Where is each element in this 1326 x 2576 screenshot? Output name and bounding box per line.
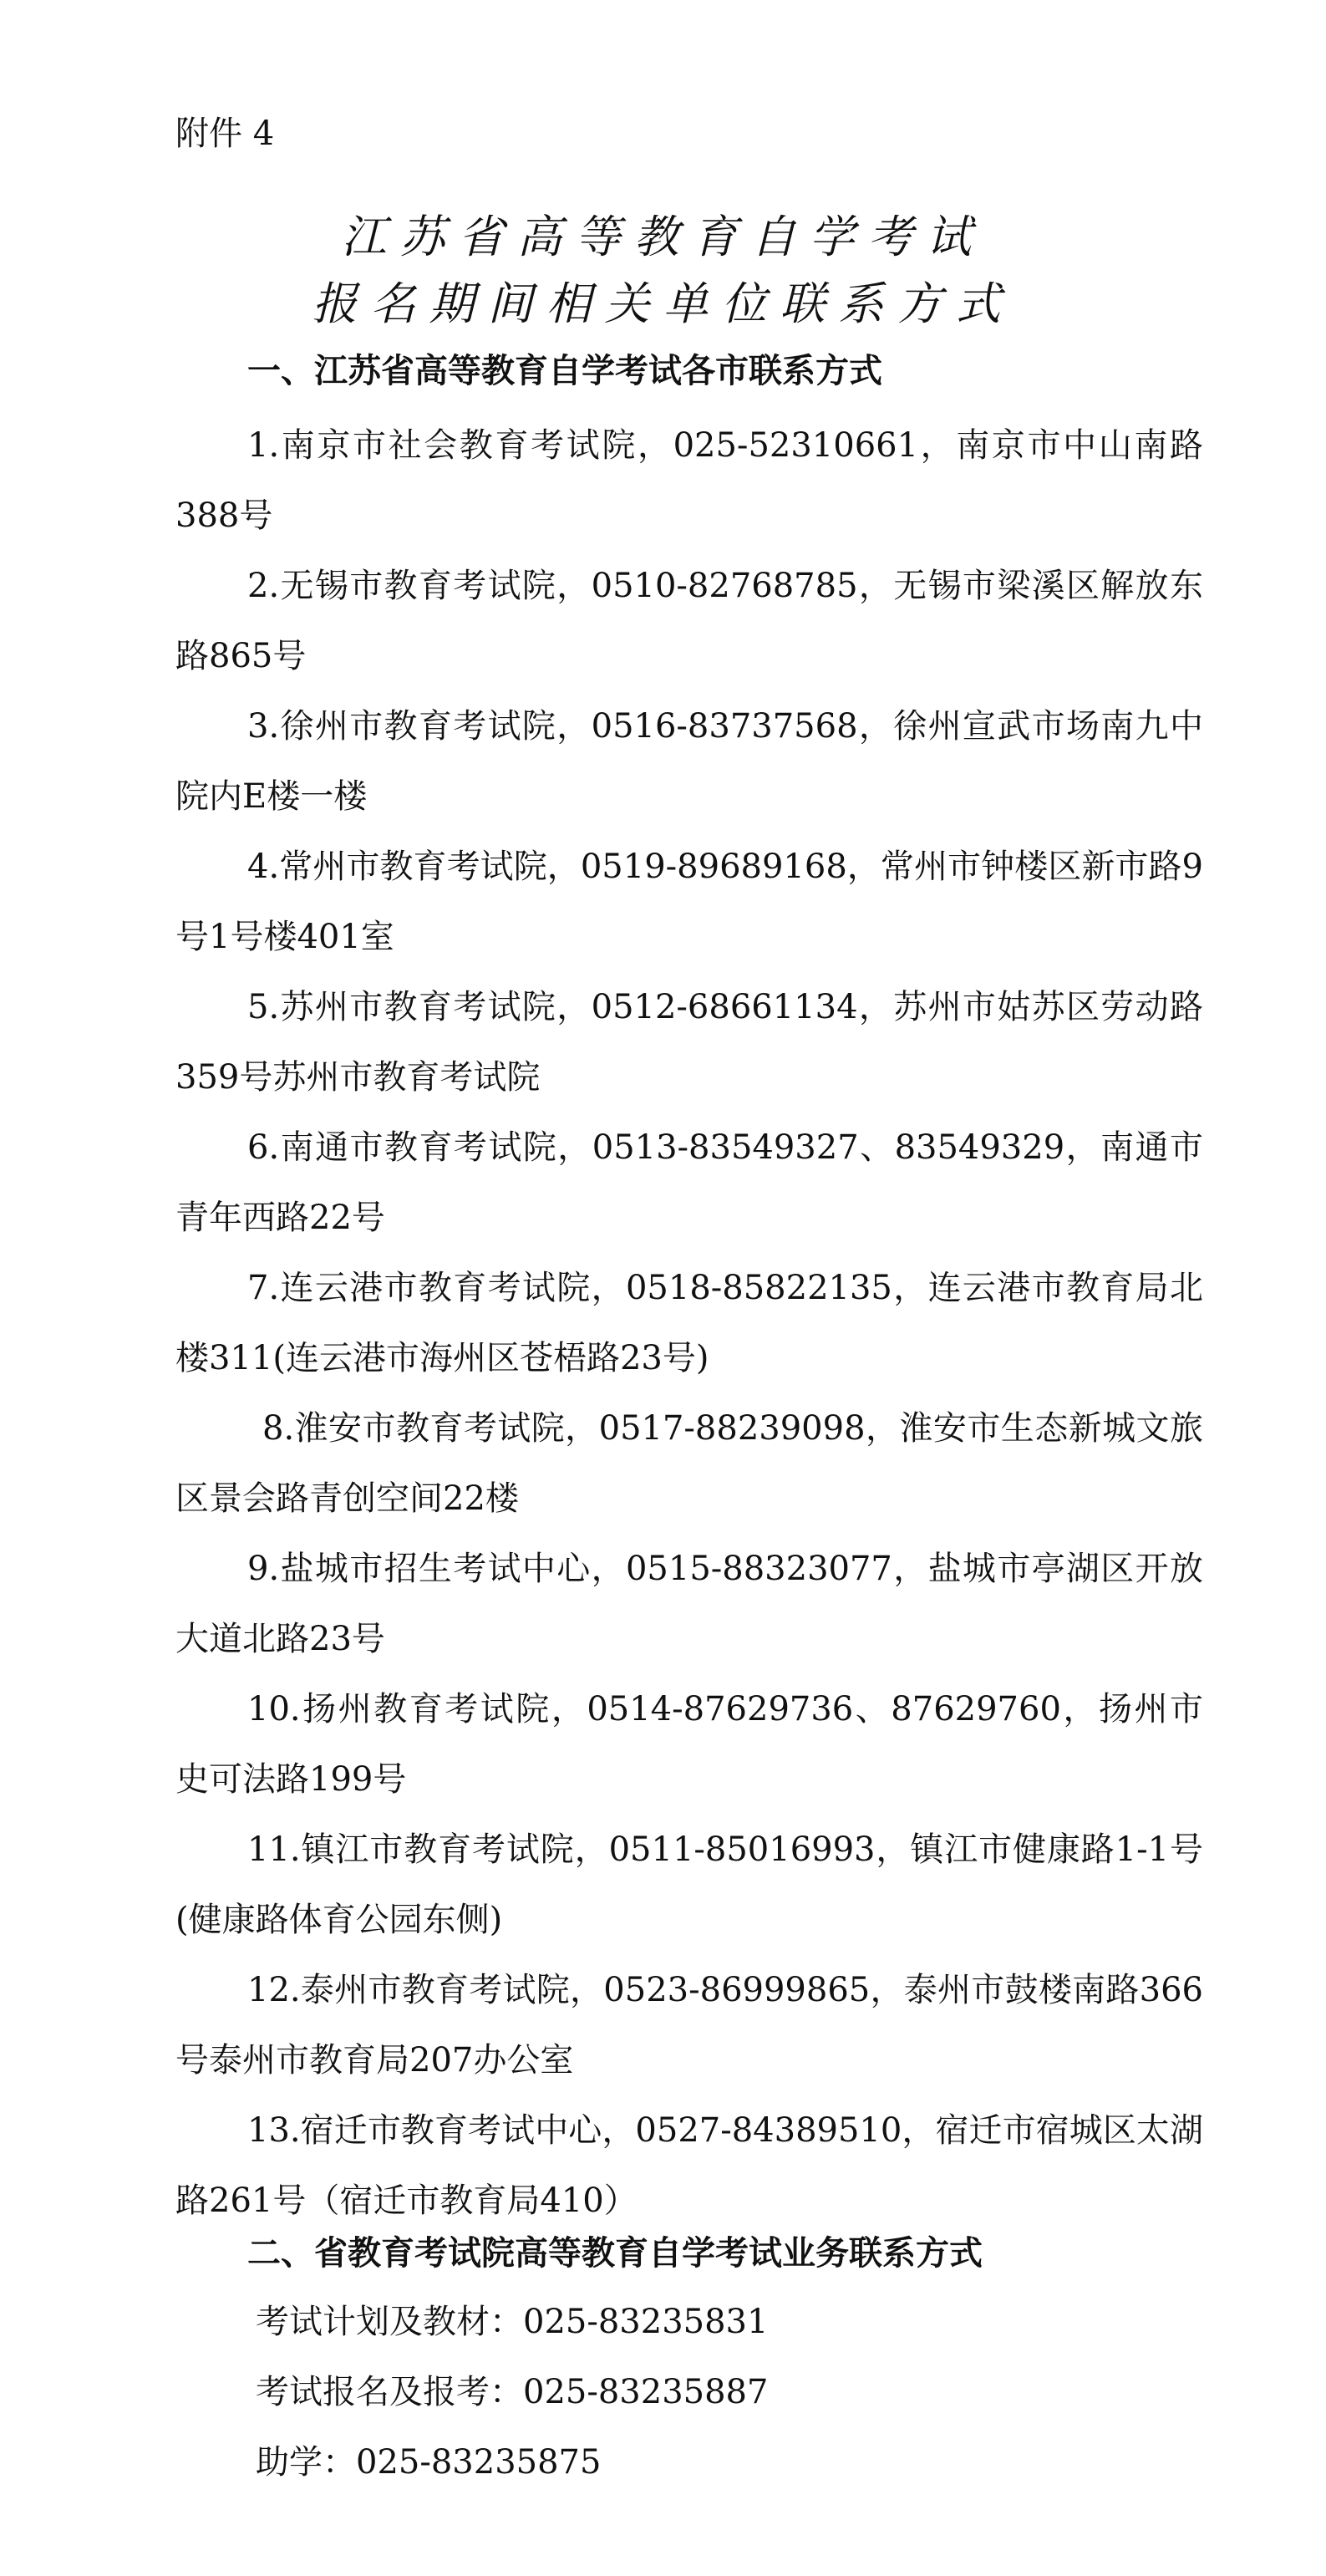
city-contact-entry: 6.南通市教育考试院，0513-83549327、83549329，南通市青年西路22号 [175, 1128, 1203, 1237]
city-contact-entry: 10.扬州教育考试院，0514-87629736、87629760，扬州市史可法路199号 [175, 1690, 1203, 1799]
city-contact-entry: 5.苏州市教育考试院，0512-68661134，苏州市姑苏区劳动路359号苏州市教育考试院 [175, 988, 1203, 1097]
document-title-line-1: 江苏省高等教育自学考试 [341, 211, 985, 263]
document-title-line-2: 报名期间相关单位联系方式 [312, 277, 1014, 330]
city-contact-entry: 12.泰州市教育考试院，0523-86999865，泰州市鼓楼南路366号泰州市教育局207办公室 [175, 1971, 1203, 2080]
city-contact-entry: 4.常州市教育考试院，0519-89689168，常州市钟楼区新市路9号1号楼401室 [175, 848, 1203, 956]
city-contact-entry: 11.镇江市教育考试院，0511-85016993，镇江市健康路1-1号(健康路体育公园东侧) [175, 1830, 1203, 1939]
city-contact-entry: 9.盐城市招生考试中心，0515-88323077，盐城市亭湖区开放大道北路23号 [175, 1550, 1203, 1658]
attachment-label: 附件 4 [175, 115, 275, 153]
section-heading-provincial-contacts: 二、省教育考试院高等教育自学考试业务联系方式 [247, 2234, 983, 2273]
city-contact-entry: 7.连云港市教育考试院，0518-85822135，连云港市教育局北楼311(连云港市海州区苍梧路23号) [175, 1269, 1203, 1377]
provincial-contact-line: 考试计划及教材：025-83235831 [256, 2303, 769, 2341]
city-contact-entry: 13.宿迁市教育考试中心，0527-84389510，宿迁市宿城区太湖路261号（宿迁市教育局410） [175, 2111, 1203, 2220]
provincial-contact-line: 考试报名及报考：025-83235887 [256, 2373, 769, 2411]
city-contact-entry: 1.南京市社会教育考试院，025-52310661，南京市中山南路388号 [175, 426, 1203, 535]
city-contact-entry: 2.无锡市教育考试院，0510-82768785，无锡市梁溪区解放东路865号 [175, 567, 1203, 675]
provincial-contact-line: 助学：025-83235875 [256, 2443, 602, 2482]
city-contact-entry: 8.淮安市教育考试院，0517-88239098，淮安市生态新城文旅区景会路青创空间22楼 [175, 1409, 1203, 1518]
section-heading-city-contacts: 一、江苏省高等教育自学考试各市联系方式 [247, 352, 882, 390]
city-contact-entry: 3.徐州市教育考试院，0516-83737568，徐州宣武市场南九中院内E楼一楼 [175, 707, 1203, 816]
